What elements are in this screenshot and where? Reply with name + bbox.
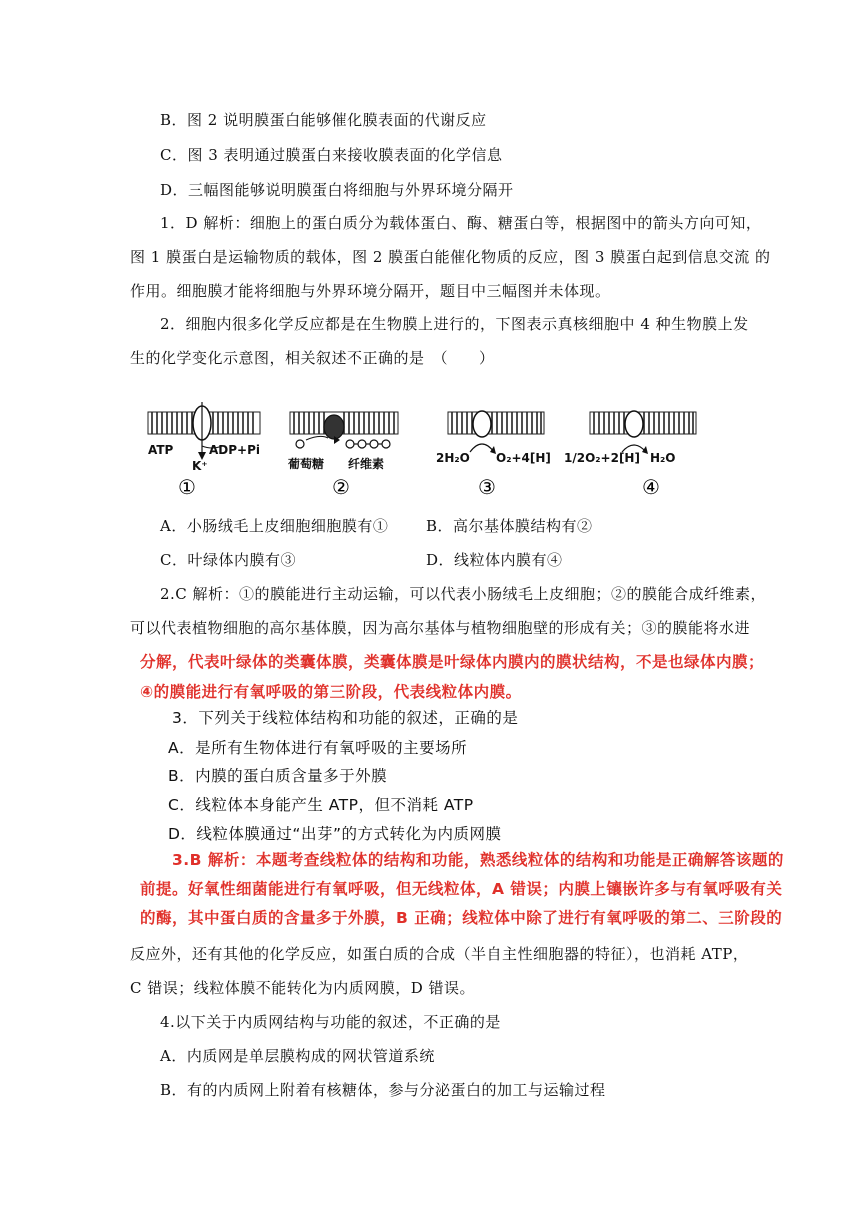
q3-answer-line-3: 的酶，其中蛋白质的含量多于外膜，B 正确；线粒体中除了进行有氧呼吸的第二、三阶段的 bbox=[140, 909, 783, 927]
q3-option-d: D．线粒体膜通过“出芽”的方式转化为内质网膜 bbox=[168, 825, 502, 843]
q3-option-c: C．线粒体本身能产生 ATP，但不消耗 ATP bbox=[168, 796, 474, 814]
q4-option-a: A．内质网是单层膜构成的网状管道系统 bbox=[160, 1047, 435, 1065]
glucose-label: 葡萄糖 bbox=[288, 457, 325, 471]
glucose-molecule bbox=[296, 440, 304, 448]
q2-option-c: C．叶绿体内膜有③ bbox=[160, 551, 296, 569]
q2-figure-membrane-1 bbox=[140, 400, 280, 498]
figure-4-number: ④ bbox=[642, 475, 660, 498]
q2-option-d: D．线粒体内膜有④ bbox=[426, 551, 563, 569]
q3-option-b: B．内膜的蛋白质含量多于外膜 bbox=[168, 767, 388, 785]
q2-figure-membrane-3 bbox=[430, 400, 560, 498]
reactant-label: 1/2O₂+2[H] bbox=[564, 451, 640, 465]
q2-answer-line-2: 可以代表植物细胞的高尔基体膜，因为高尔基体与植物细胞壁的形成有关；③的膜能将水进 bbox=[130, 619, 751, 637]
q3-answer-line-4: 反应外，还有其他的化学反应，如蛋白质的合成（半自主性细胞器的特征），也消耗 ATP， bbox=[130, 945, 749, 963]
membrane-protein bbox=[625, 411, 643, 437]
q3-option-a: A．是所有生物体进行有氧呼吸的主要场所 bbox=[168, 739, 468, 757]
q2-stem-line-1: 2．细胞内很多化学反应都是在生物膜上进行的，下图表示真核细胞中 4 种生物膜上发 bbox=[160, 315, 749, 333]
q1-answer-line-2: 图 1 膜蛋白是运输物质的载体，图 2 膜蛋白能催化物质的反应，图 3 膜蛋白起到信息交流 的 bbox=[130, 248, 771, 266]
figure-1-number: ① bbox=[178, 475, 196, 498]
q3-answer-line-2: 前提。好氧性细菌能进行有氧呼吸，但无线粒体，A 错误；内膜上镶嵌许多与有氧呼吸有关 bbox=[140, 880, 783, 898]
q3-stem: 3．下列关于线粒体结构和功能的叙述，正确的是 bbox=[172, 709, 519, 727]
membrane-protein bbox=[473, 411, 491, 437]
q2-figure-membrane-2 bbox=[280, 400, 420, 498]
water-label: 2H₂O bbox=[436, 451, 470, 465]
atp-label: ATP bbox=[148, 443, 174, 457]
figure-3-number: ③ bbox=[478, 475, 496, 498]
water-product-label: H₂O bbox=[650, 451, 676, 465]
q1-answer-line-3: 作用。细胞膜才能将细胞与外界环境分隔开，题目中三幅图并未体现。 bbox=[130, 282, 611, 300]
q2-figure-membrane-4 bbox=[562, 400, 712, 498]
q1-option-d: D．三幅图能够说明膜蛋白将细胞与外界环境分隔开 bbox=[160, 181, 514, 199]
q2-option-a: A．小肠绒毛上皮细胞细胞膜有① bbox=[160, 517, 389, 535]
q4-stem: 4.以下关于内质网结构与功能的叙述，不正确的是 bbox=[160, 1013, 501, 1031]
membrane-bilayer bbox=[448, 412, 544, 434]
q3-answer-line-1: 3.B 解析：本题考查线粒体的结构和功能，熟悉线粒体的结构和功能是正确解答该题的 bbox=[172, 851, 784, 869]
figure-2-number: ② bbox=[332, 475, 350, 498]
q3-answer-line-5: C 错误；线粒体膜不能转化为内质网膜，D 错误。 bbox=[130, 979, 476, 997]
adp-label: ADP+Pi bbox=[209, 443, 261, 457]
enzyme-protein bbox=[324, 415, 344, 439]
q1-option-c: C．图 3 表明通过膜蛋白来接收膜表面的化学信息 bbox=[160, 146, 503, 164]
q2-stem-line-2: 生的化学变化示意图，相关叙述不正确的是 （ ） bbox=[130, 349, 495, 367]
q4-option-b: B．有的内质网上附着有核糖体，参与分泌蛋白的加工与运输过程 bbox=[160, 1081, 606, 1099]
potassium-label: K⁺ bbox=[192, 459, 208, 473]
q2-answer-line-1: 2.C 解析：①的膜能进行主动运输，可以代表小肠绒毛上皮细胞；②的膜能合成纤维素， bbox=[160, 585, 767, 603]
oxygen-label: O₂+4[H] bbox=[496, 451, 551, 465]
q1-answer-line-1: 1．D 解析：细胞上的蛋白质分为载体蛋白、酶、糖蛋白等，根据图中的箭头方向可知， bbox=[160, 214, 762, 232]
q2-answer-line-4: ④的膜能进行有氧呼吸的第三阶段，代表线粒体内膜。 bbox=[140, 683, 522, 701]
q2-answer-line-3: 分解，代表叶绿体的类囊体膜，类囊体膜是叶绿体内膜内的膜状结构，不是也绿体内膜； bbox=[140, 653, 765, 671]
q2-option-b: B．高尔基体膜结构有② bbox=[426, 517, 593, 535]
cellulose-label: 纤维素 bbox=[348, 457, 385, 471]
q1-option-b: B．图 2 说明膜蛋白能够催化膜表面的代谢反应 bbox=[160, 111, 487, 129]
